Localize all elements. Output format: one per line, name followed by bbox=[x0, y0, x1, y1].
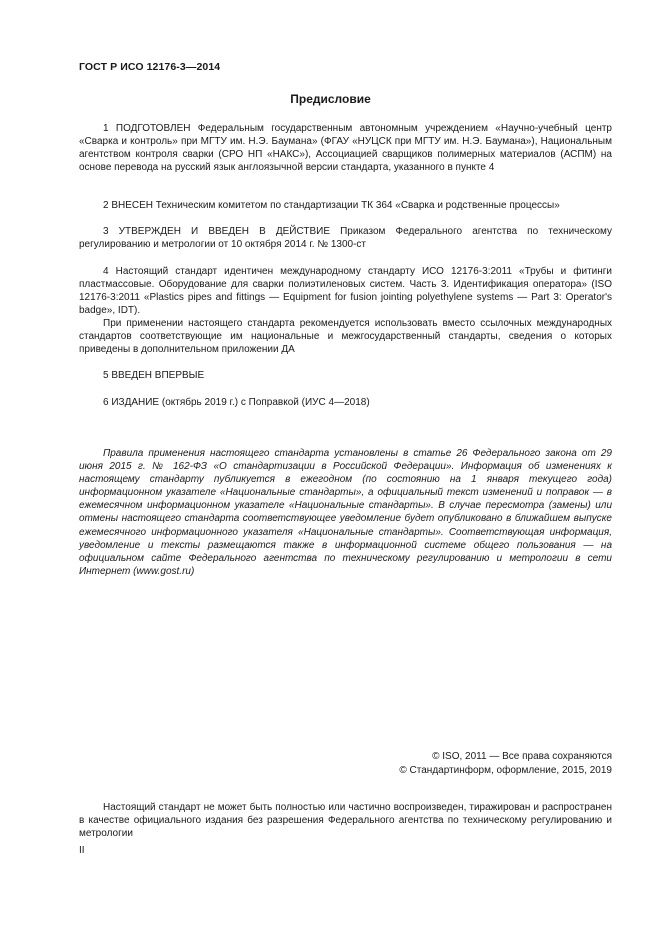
item-6-text: 6 ИЗДАНИЕ (октябрь 2019 г.) с Поправкой (ИУС 4—2018) bbox=[103, 397, 370, 408]
item-1 bbox=[79, 122, 612, 174]
item-5 bbox=[79, 369, 612, 382]
item-6 bbox=[79, 396, 612, 409]
item-4-text: 4 Настоящий стандарт идентичен международному стандарту ИСО 12176-3:2011 «Трубы и фитинги пластмассовые. Оборудование для сварки полиэтиленовых систем. Часть 3. Идентификация оператора» (ISO 12176-3:2011 «Plastics pipes and fittings — Equipment for fusion jointing polyethylene systems — Part 3: Operator's badge», IDT). bbox=[79, 266, 612, 316]
item-3 bbox=[79, 225, 612, 251]
page-number: II bbox=[79, 845, 85, 856]
item-2 bbox=[79, 199, 612, 212]
standard-code-header: ГОСТ Р ИСО 12176-3—2014 bbox=[79, 61, 221, 73]
reproduction-note-text: Настоящий стандарт не может быть полностью или частично воспроизведен, тиражирован и распространен в качестве официального издания без разрешения Федерального агентства по техническому регулированию и метрологии bbox=[79, 802, 612, 839]
page-title: Предисловие bbox=[290, 92, 371, 106]
item-5-text: 5 ВВЕДЕН ВПЕРВЫЕ bbox=[103, 370, 205, 381]
item-3-text: 3 УТВЕРЖДЕН И ВВЕДЕН В ДЕЙСТВИЕ Приказом Федерального агентства по техническому регулированию и метрологии от 10 октября 2014 г. № 1300-ст bbox=[79, 226, 612, 250]
item-2-text: 2 ВНЕСЕН Техническим комитетом по стандартизации ТК 364 «Сварка и родственные процессы» bbox=[103, 200, 560, 211]
item-4 bbox=[79, 265, 612, 356]
reproduction-note bbox=[79, 801, 612, 840]
copyright-iso: © ISO, 2011 — Все права сохраняются bbox=[432, 751, 612, 762]
item-4-note: При применении настоящего стандарта рекомендуется использовать вместо ссылочных международных стандартов соответствующие им национальные и межгосударственный стандарты, сведения о которых приведены в дополнительном приложении ДА bbox=[79, 318, 612, 355]
copyright-standartinform: © Стандартинформ, оформление, 2015, 2019 bbox=[399, 765, 612, 776]
item-1-text: 1 ПОДГОТОВЛЕН Федеральным государственным автономным учреждением «Научно-учебный центр «Сварка и контроль» при МГТУ им. Н.Э. Баумана» (ФГАУ «НУЦСК при МГТУ им. Н.Э. Баумана»), Национальным агентством контроля сварки (СРО НП «НАКС»), Ассоциацией сварщиков полимерных материалов (АСПМ) на основе перевода на русский язык англоязычной версии стандарта, указанного в пункте 4 bbox=[79, 123, 612, 173]
rules-note-text: Правила применения настоящего стандарта установлены в статье 26 Федерального закона от 29 июня 2015 г. № 162-ФЗ «О стандартизации в Российской Федерации». Информация об изменениях к настоящему стандарту публикуется в ежегодном (по состоянию на 1 января текущего года) информационном указателе «Национальные стандарты», а официальный текст изменений и поправок — в ежемесячном информационном указателе «Национальные стандарты». В случае пересмотра (замены) или отмены настоящего стандарта соответствующее уведомление будет опубликовано в ближайшем выпуске ежемесячного информационного указателя «Национальные стандарты». Соответствующая информация, уведомление и тексты размещаются также в информационной системе общего пользования — на официальном сайте Федерального агентства по техническому регулированию и метрологии в сети Интернет (www.gost.ru) bbox=[79, 448, 612, 577]
rules-note bbox=[79, 447, 612, 578]
